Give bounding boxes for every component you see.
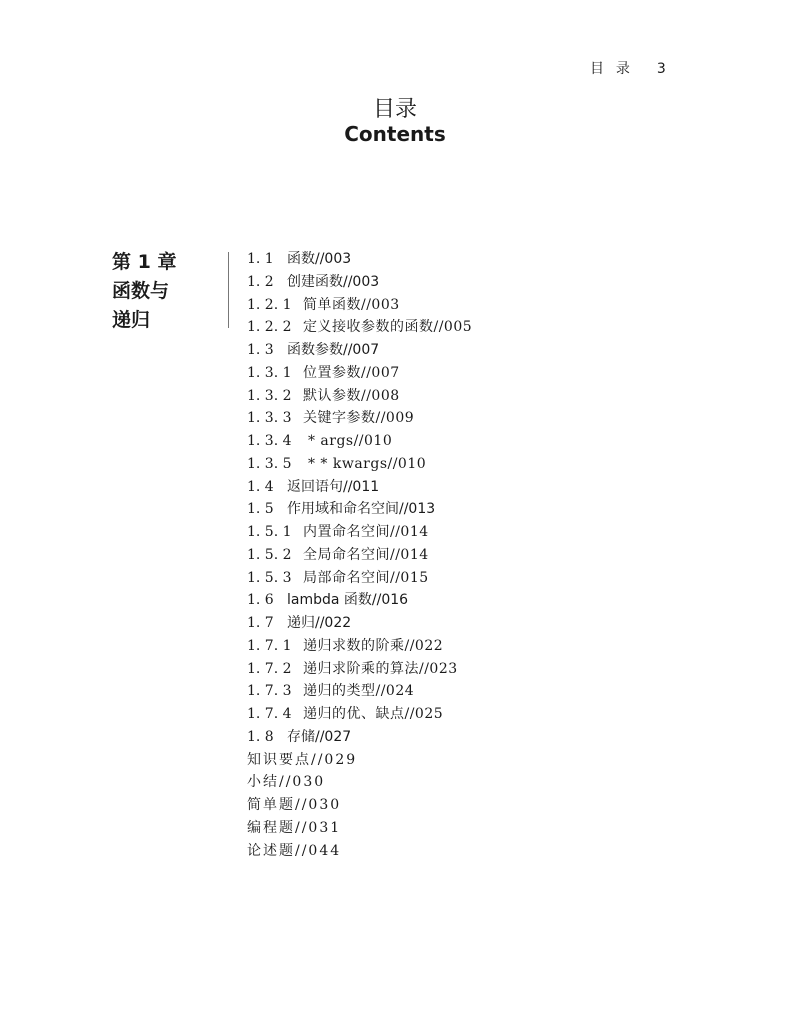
toc-entry[interactable] xyxy=(247,362,717,385)
toc-entry[interactable] xyxy=(247,453,717,476)
toc-entry[interactable] xyxy=(247,817,717,840)
toc-entry-title: 递归//022 xyxy=(287,615,352,631)
toc-entry-title: 全局命名空间//014 xyxy=(303,546,429,563)
toc-entry-number: 1. 7. 1 xyxy=(247,637,292,654)
toc-entry-title: 简单题//030 xyxy=(247,797,342,813)
toc-entry-number: 1. 7. 2 xyxy=(247,660,292,677)
toc-entry-title: 存储//027 xyxy=(287,728,352,745)
toc-entry-number: 1. 7. 3 xyxy=(247,683,292,700)
toc-entry-title: * * kwargs//010 xyxy=(303,455,427,472)
toc-entry[interactable] xyxy=(247,840,717,863)
toc-entry-title: 递归的类型//024 xyxy=(303,683,415,700)
toc-entry-number: 1. 4 xyxy=(247,478,274,495)
toc-entry[interactable] xyxy=(247,794,717,817)
toc-entry-number: 1. 3. 2 xyxy=(247,387,292,404)
toc-entry-title: 递归的优、缺点//025 xyxy=(303,706,444,722)
toc-entry[interactable] xyxy=(247,316,717,339)
toc-entry-number: 1. 6 xyxy=(247,592,274,609)
toc-entry-number: 1. 5 xyxy=(247,501,274,518)
toc-entry[interactable] xyxy=(247,612,717,635)
toc-entry[interactable] xyxy=(247,385,717,408)
toc-entry-title: 函数参数//007 xyxy=(287,342,380,358)
toc-entry-title: 定义接收参数的函数//005 xyxy=(303,319,473,336)
toc-entry-title: 知识要点//029 xyxy=(247,751,358,768)
toc-entry-number: 1. 3 xyxy=(247,342,274,358)
toc-entry-title: 默认参数//008 xyxy=(303,387,400,404)
toc-entry[interactable] xyxy=(247,271,717,294)
toc-entry[interactable] xyxy=(247,567,717,590)
toc-entry-number: 1. 3. 5 xyxy=(247,455,292,472)
toc-entry-title: 位置参数//007 xyxy=(303,364,400,381)
chapter-divider xyxy=(228,252,229,328)
toc-title-english: Contents xyxy=(344,122,446,146)
toc-entry-number: 1. 2. 2 xyxy=(247,319,292,336)
toc-entry[interactable] xyxy=(247,339,717,362)
toc-entry[interactable] xyxy=(247,521,717,544)
toc-entry-number: 1. 8 xyxy=(247,728,274,745)
chapter-heading-line: 递归 xyxy=(112,309,151,331)
toc-entry-title: 局部命名空间//015 xyxy=(303,569,429,586)
toc-entry-title: 创建函数//003 xyxy=(287,273,380,290)
toc-entry-number: 1. 3. 1 xyxy=(247,364,292,381)
toc-entry[interactable] xyxy=(247,749,717,772)
toc-entry-number: 1. 1 xyxy=(247,251,274,267)
chapter-heading xyxy=(112,248,212,335)
toc-entry[interactable] xyxy=(247,407,717,430)
toc-entry-title: 简单函数//003 xyxy=(303,296,400,313)
toc-entry[interactable] xyxy=(247,294,717,317)
toc-entry[interactable] xyxy=(247,498,717,521)
toc-entry-title: 作用域和命名空间//013 xyxy=(287,501,436,518)
toc-entry[interactable] xyxy=(247,430,717,453)
toc-entry-title: 编程题//031 xyxy=(247,819,342,836)
toc-entry-number: 1. 3. 3 xyxy=(247,410,292,427)
toc-entry[interactable] xyxy=(247,680,717,703)
toc-entry[interactable] xyxy=(247,476,717,499)
toc-entry-title: 递归求数的阶乘//022 xyxy=(303,637,444,654)
toc-entry[interactable] xyxy=(247,703,717,726)
toc-entry[interactable] xyxy=(247,589,717,612)
chapter-heading-line: 第 1 章 xyxy=(112,251,177,273)
toc-entry-title: * args//010 xyxy=(303,433,393,449)
toc-entry-number: 1. 2. 1 xyxy=(247,296,292,313)
toc-entry-number: 1. 5. 3 xyxy=(247,569,292,586)
toc-entry-title: 返回语句//011 xyxy=(287,478,380,495)
toc-entry-title: 递归求阶乘的算法//023 xyxy=(303,660,458,677)
toc-list xyxy=(247,248,717,862)
running-head xyxy=(590,58,667,78)
toc-entry-number: 1. 7 xyxy=(247,615,274,631)
toc-entry[interactable] xyxy=(247,635,717,658)
toc-entry[interactable] xyxy=(247,726,717,749)
toc-title-chinese: 目录 xyxy=(372,97,417,122)
toc-entry-title: 论述题//044 xyxy=(247,842,342,859)
toc-entry[interactable] xyxy=(247,771,717,794)
toc-entry[interactable] xyxy=(247,248,717,271)
toc-entry[interactable] xyxy=(247,544,717,567)
toc-entry-title: 小结//030 xyxy=(247,774,326,791)
running-head-title: 目 录 xyxy=(590,61,631,77)
toc-entry-number: 1. 7. 4 xyxy=(247,706,292,722)
chapter-heading-line: 函数与 xyxy=(112,280,170,302)
toc-entry-title: 函数//003 xyxy=(287,251,352,267)
toc-entry-title: 关键字参数//009 xyxy=(303,410,415,427)
toc-entry-number: 1. 3. 4 xyxy=(247,433,292,449)
toc-entry-number: 1. 5. 2 xyxy=(247,546,292,563)
toc-entry-number: 1. 5. 1 xyxy=(247,524,292,540)
toc-entry-title: 内置命名空间//014 xyxy=(303,524,429,540)
toc-entry-number: 1. 2 xyxy=(247,273,274,290)
toc-entry-title: lambda 函数//016 xyxy=(287,592,409,609)
page-number: 3 xyxy=(656,61,667,77)
toc-entry[interactable] xyxy=(247,658,717,681)
